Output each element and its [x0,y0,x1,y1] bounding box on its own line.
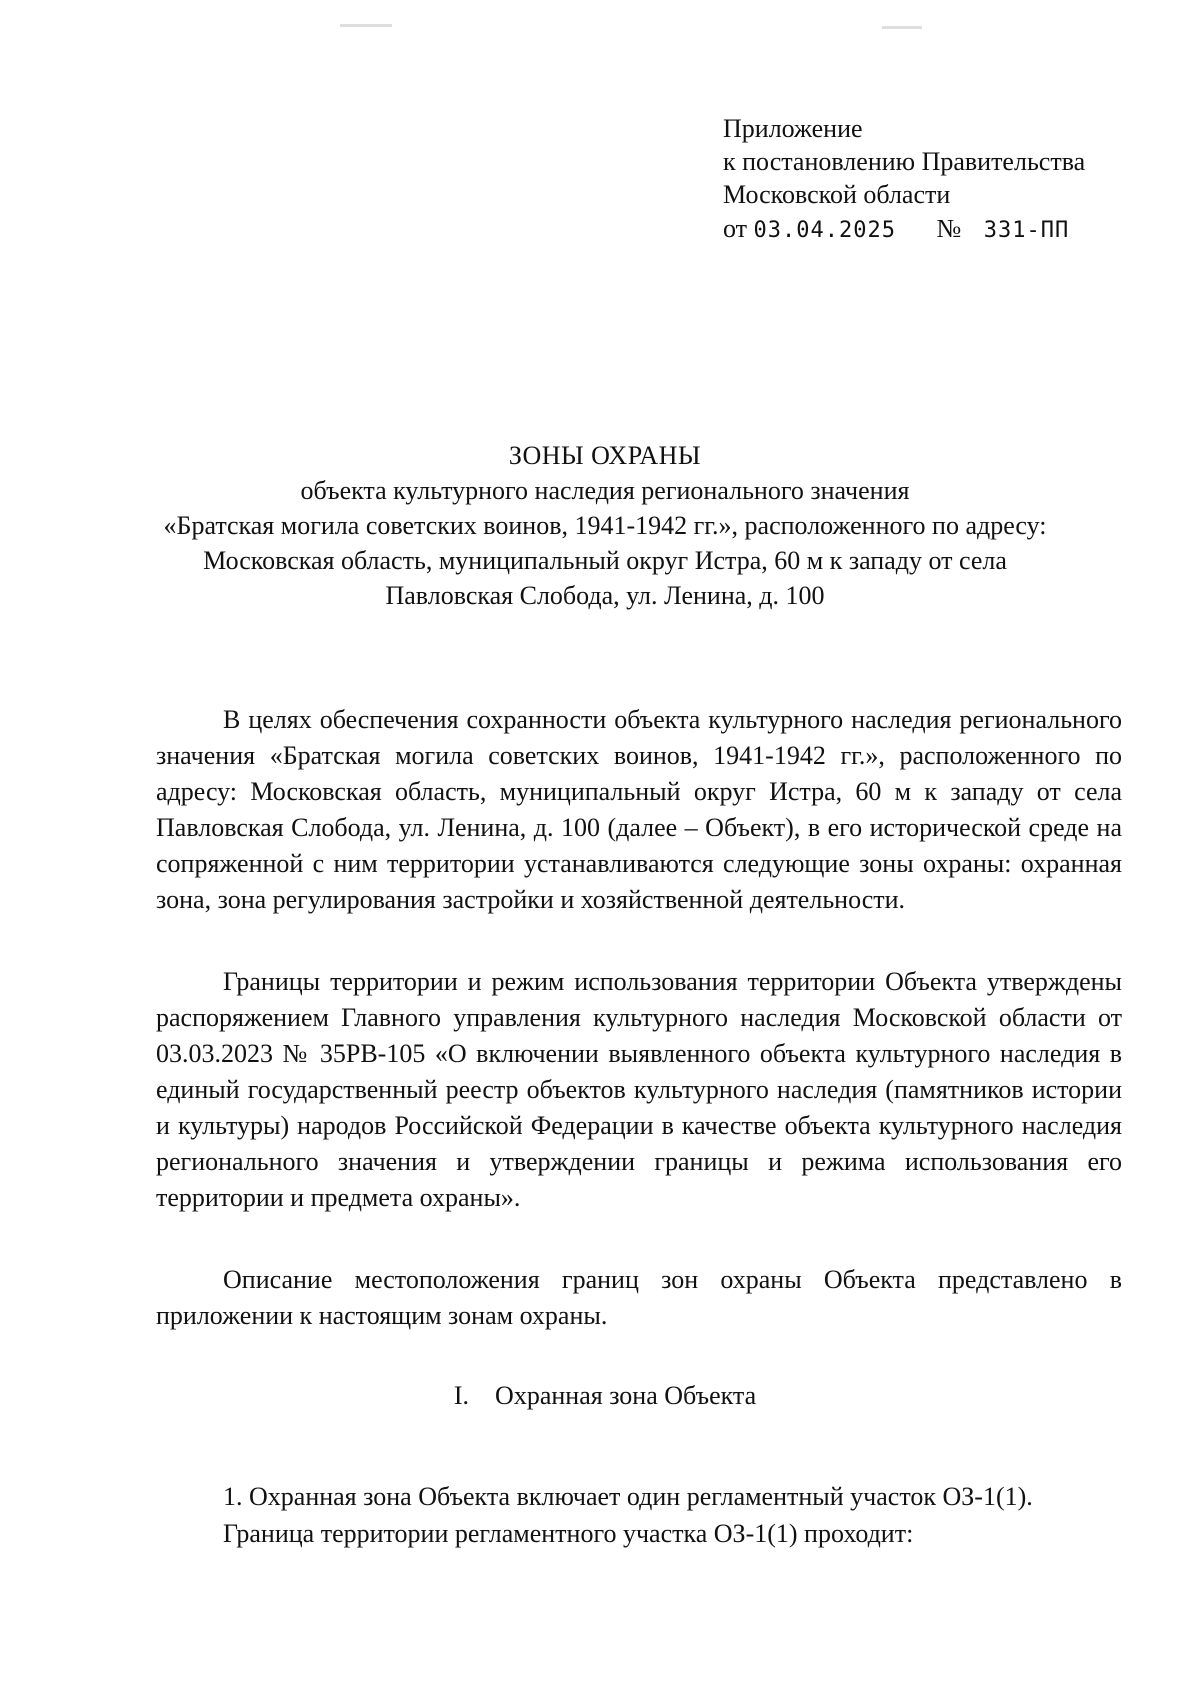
paragraph-purpose: В целях обеспечения сохранности объекта культурного наследия регионального значения «Братская могила советских воинов, 1941-1942 гг.», расположенного по адресу: Московская область, муниципальный округ Истра, 60 м к западу от села Павловская Слобода, ул. Ленина, д. 100 (далее – Объект), в его исторической среде на сопряженной с ним территории устанавливаются следующие зоны охраны: охранная зона, зона регулирования застройки и хозяйственной деятельности. [156,705,1122,914]
document-title [130,438,1080,613]
title-line-5: Павловская Слобода, ул. Ленина, д. 100 [385,581,825,610]
appendix-header [723,112,1163,247]
number-sign: № [936,214,962,243]
date-prefix: от [723,214,748,243]
scan-artifact [882,26,922,29]
paragraph-boundaries: Границы территории и режим использования территории Объекта утверждены распоряжением Главного управления культурного наследия Московской области от 03.03.2023 № 35РВ-105 «О включении выявленного объекта культурного наследия в единый государственный реестр объектов культурного наследия (памятников истории и культуры) народов Российской Федерации в качестве объекта культурного наследия регионального значения и утверждении границы и режима использования его территории и предмета охраны». [156,967,1122,1212]
appendix-date-line [723,212,1163,247]
appendix-resolution-line: к постановлению Правительства [723,147,1086,176]
appendix-region-line: Московской области [723,180,951,209]
scan-artifact [340,24,392,27]
title-main: ЗОНЫ ОХРАНЫ [508,441,702,470]
title-line-4: Московская область, муниципальный округ Истра, 60 м к западу от села [203,546,1007,575]
item-2: Граница территории регламентного участка ОЗ-1(1) проходит: [223,1519,914,1548]
section-heading [130,1378,1080,1414]
paragraph-description: Описание местоположения границ зон охраны Объекта представлено в приложении к настоящим зонам охраны. [156,1265,1122,1330]
section-title: Охранная зона Объекта [495,1381,757,1410]
appendix-label: Приложение [723,114,863,143]
resolution-date: 03.04.2025 [753,218,896,243]
section-number: I. [453,1381,470,1410]
resolution-number: 331-ПП [983,218,1070,243]
title-line-2: объекта культурного наследия регионального значения [300,476,910,505]
title-line-3: «Братская могила советских воинов, 1941-1942 гг.», расположенного по адресу: [163,511,1047,540]
item-1: 1. Охранная зона Объекта включает один регламентный участок ОЗ-1(1). [223,1482,1033,1511]
